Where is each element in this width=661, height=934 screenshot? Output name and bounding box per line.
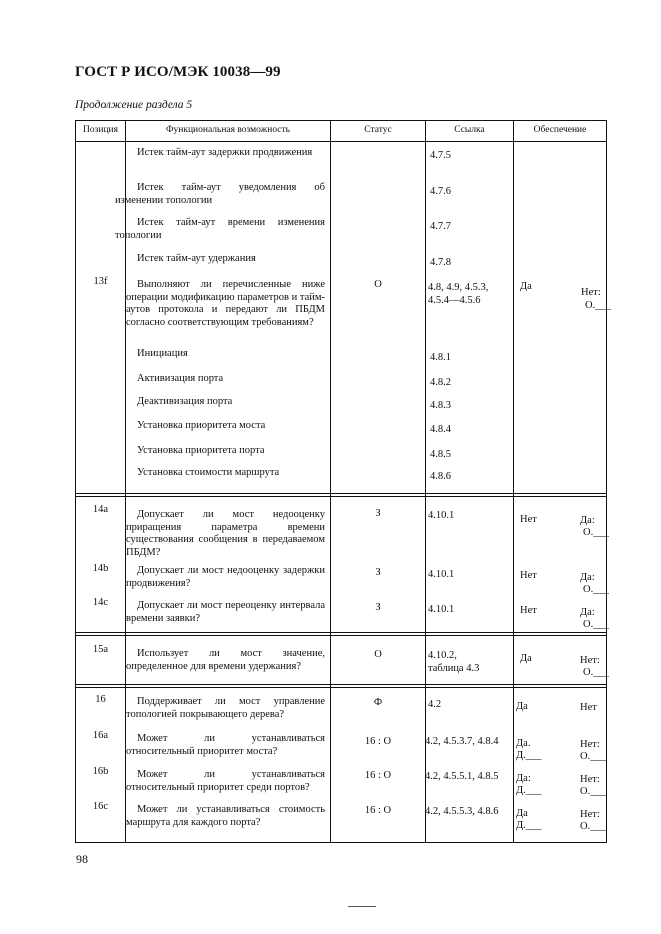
feature-text: Использует ли мост значение, определенное для времени удержания?	[126, 648, 325, 672]
support-no-other: О.___	[580, 821, 606, 832]
reference-text: 4.10.1	[428, 604, 455, 615]
support-yes: Да	[516, 808, 528, 819]
feature-text: Инициация	[137, 348, 188, 359]
feature-text: Установка стоимости маршрута	[137, 467, 280, 478]
reference-text: 4.10.1	[428, 510, 455, 521]
support-yes: Да:	[580, 515, 595, 526]
support-yes: Да:	[516, 773, 531, 784]
column-header-status: Статус	[364, 125, 392, 135]
document-title: ГОСТ Р ИСО/МЭК 10038—99	[75, 64, 281, 80]
reference-text: 4.10.2,	[428, 650, 457, 661]
feature-text: Истек тайм-аут времени изменения топологии	[115, 217, 325, 241]
status-text: Ф	[373, 697, 383, 708]
reference-text: 4.7.7	[430, 221, 451, 232]
status-text: О	[374, 649, 382, 660]
reference-text: 4.2	[428, 699, 442, 710]
position-16: 16	[95, 694, 106, 705]
feature-text: Поддерживает ли мост управление топологией покрывающего дерева?	[126, 696, 325, 720]
support-no-other: О.___	[583, 667, 609, 678]
feature-text: Истек тайм-аут удержания	[137, 253, 256, 264]
support-yes-other: О.___	[583, 527, 609, 538]
feature-text: Выполняют ли перечисленные ниже операции модификацию параметров и тайм-аутов протокола и передают ли ПБДМ согласно соответствующим требованиям?	[126, 279, 325, 328]
support-no-other: О.___	[585, 300, 611, 311]
column-header-support: Обеспечение	[533, 125, 587, 135]
status-text: З	[375, 602, 381, 613]
status-text: 16 : О	[364, 736, 392, 747]
support-yes-detail: Д.___	[516, 785, 542, 796]
feature-text: Допускает ли мост переоценку интервала времени заявки?	[126, 600, 325, 624]
status-text: З	[375, 508, 381, 519]
feature-text: Истек тайм-аут задержки продвижения	[137, 147, 313, 158]
reference-text: 4.2, 4.5.3.7, 4.8.4	[425, 736, 499, 747]
reference-text: 4.8.4	[430, 424, 451, 435]
status-text: З	[375, 567, 381, 578]
support-yes-detail: Д.___	[516, 750, 542, 761]
feature-text: Может ли устанавливаться относительный приоритет среди портов?	[126, 769, 325, 793]
feature-text: Активизация порта	[137, 373, 224, 384]
position-16a: 16a	[92, 730, 109, 741]
reference-text: 4.2, 4.5.5.3, 4.8.6	[425, 806, 499, 817]
reference-text: 4.7.6	[430, 186, 451, 197]
reference-text: 4.8.5	[430, 449, 451, 460]
support-yes: Да	[520, 653, 532, 664]
support-yes-detail: Д.___	[516, 820, 542, 831]
column-header-feature: Функциональная возможность	[165, 125, 291, 135]
status-text: 16 : О	[364, 805, 392, 816]
continuation-label: Продолжение раздела 5	[75, 99, 193, 111]
reference-text: 4.10.1	[428, 569, 455, 580]
support-yes: Да	[520, 281, 532, 292]
support-yes: Да.	[516, 738, 531, 749]
feature-text: Установка приоритета моста	[137, 420, 266, 431]
support-no: Нет	[520, 514, 537, 525]
support-yes-other: О.___	[583, 619, 609, 630]
support-yes: Да:	[580, 607, 595, 618]
bottom-divider	[348, 906, 376, 907]
reference-text: 4.7.5	[430, 150, 451, 161]
position-14b: 14b	[92, 563, 109, 574]
support-no: Нет:	[581, 287, 601, 298]
position-14a: 14a	[92, 504, 109, 515]
support-yes: Да	[516, 701, 528, 712]
feature-text: Деактивизация порта	[137, 396, 233, 407]
feature-text: Может ли устанавливаться стоимость маршрута для каждого порта?	[126, 804, 325, 828]
reference-text: 4.8.6	[430, 471, 451, 482]
reference-text: 4.7.8	[430, 257, 451, 268]
status-text: 16 : О	[364, 770, 392, 781]
support-no-other: О.___	[580, 751, 606, 762]
page-number: 98	[76, 852, 88, 866]
support-no: Нет:	[580, 739, 600, 750]
feature-text: Может ли устанавливаться относительный приоритет моста?	[126, 733, 325, 757]
column-header-reference: Ссылка	[454, 125, 485, 135]
support-no-other: О.___	[580, 786, 606, 797]
position-13f: 13f	[93, 276, 108, 287]
support-no: Нет	[520, 605, 537, 616]
support-no: Нет:	[580, 655, 600, 666]
column-header-position: Позиция	[83, 125, 118, 135]
reference-text: 4.2, 4.5.5.1, 4.8.5	[425, 771, 499, 782]
reference-text: 4.8.2	[430, 377, 451, 388]
status-text: О	[374, 279, 382, 290]
support-no: Нет:	[580, 774, 600, 785]
feature-text: Допускает ли мост недооценку приращения параметра времени существования сообщения в передаваемом ПБДМ?	[126, 509, 325, 558]
position-16c: 16c	[92, 801, 109, 812]
reference-text: 4.8, 4.9, 4.5.3, 4.5.4—4.5.6	[428, 282, 489, 306]
feature-text: Истек тайм-аут уведомления об изменении топологии	[115, 182, 325, 206]
support-no: Нет:	[580, 809, 600, 820]
support-no: Нет	[520, 570, 537, 581]
position-16b: 16b	[92, 766, 109, 777]
feature-text: Допускает ли мост недооценку задержки продвижения?	[126, 565, 325, 589]
support-yes-other: О.___	[583, 584, 609, 595]
reference-text: 4.8.3	[430, 400, 451, 411]
position-14c: 14c	[92, 597, 109, 608]
reference-text: таблица 4.3	[428, 663, 480, 674]
support-no: Нет	[580, 702, 597, 713]
position-15a: 15a	[92, 644, 109, 655]
feature-text: Установка приоритета порта	[137, 445, 265, 456]
support-yes: Да:	[580, 572, 595, 583]
reference-text: 4.8.1	[430, 352, 451, 363]
